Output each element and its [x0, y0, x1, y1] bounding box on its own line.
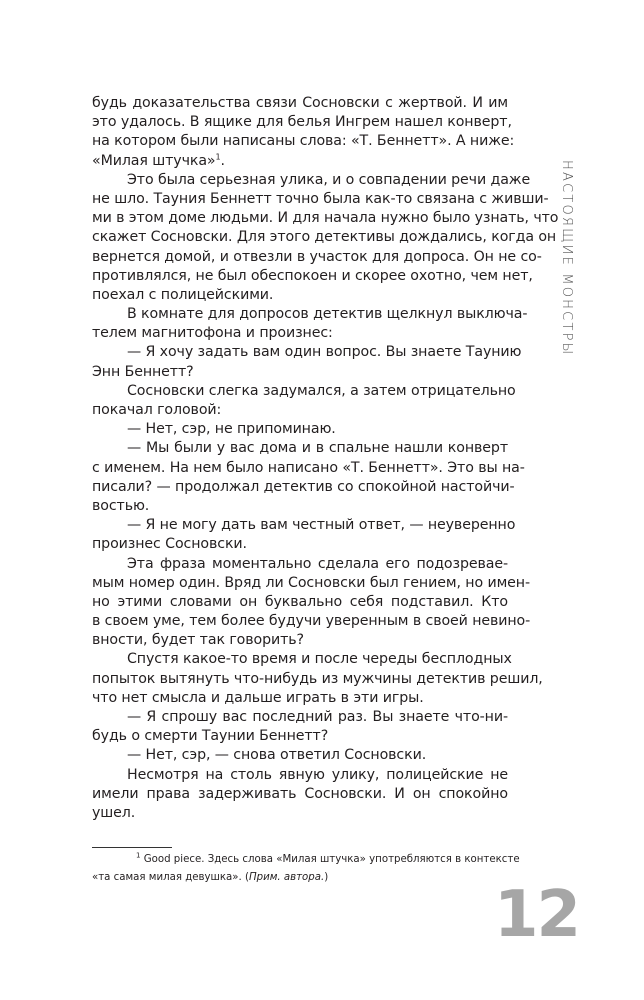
text-line-content: противлялся, не был обеспокоен и скорее охотно, чем нет,	[92, 267, 533, 284]
text-line-content: вернется домой, и отвезли в участок для допроса. Он не со-	[92, 248, 542, 265]
text-line	[92, 420, 508, 439]
text-line-content: — Я не могу дать вам честный ответ, — неуверенно	[127, 517, 516, 534]
footnote-divider	[92, 847, 172, 848]
text-line	[92, 324, 508, 343]
text-line-content: имели права задерживать Сосновски. И он спокойно	[92, 785, 508, 802]
text-line	[92, 171, 531, 190]
text-line	[92, 113, 512, 132]
text-line-content: — Я хочу задать вам один вопрос. Вы знаете Таунию	[127, 344, 522, 361]
text-line-content: это удалось. В ящике для белья Ингрем нашел конверт,	[92, 114, 512, 131]
text-line	[92, 363, 508, 382]
text-line-content: — Мы были у вас дома и в спальне нашли конверт	[127, 440, 508, 457]
text-line	[92, 132, 515, 151]
text-line-content: мым номер один. Вряд ли Сосновски был гением, но имен-	[92, 574, 530, 591]
text-line	[92, 248, 542, 267]
text-line	[92, 535, 508, 554]
text-line-content: — Нет, сэр, не припоминаю.	[127, 421, 336, 438]
text-line-content: Несмотря на столь явную улику, полицейские не	[127, 766, 508, 783]
footnote-text: )	[324, 872, 329, 883]
footnote-line-1	[92, 851, 520, 869]
body-text	[92, 94, 559, 823]
text-line	[92, 343, 522, 362]
text-line-content: писали? — продолжал детектив со спокойной настойчи-	[92, 478, 515, 495]
text-line	[92, 286, 508, 305]
punctuation: .	[220, 152, 225, 169]
text-line	[92, 631, 508, 650]
text-line	[92, 574, 530, 593]
text-line	[92, 382, 516, 401]
text-line	[92, 555, 508, 574]
text-line-content: Это была серьезная улика, и о совпадении речи даже	[127, 171, 531, 188]
text-line-content: телем магнитофона и произнес:	[92, 325, 333, 342]
text-line	[92, 746, 508, 765]
text-line	[92, 689, 508, 708]
text-line	[92, 228, 557, 247]
text-line-content: Спустя какое-то время и после череды бесплодных	[127, 651, 512, 668]
text-line	[92, 804, 508, 823]
footnote-marker: 1	[136, 851, 141, 860]
text-line-content: что нет смысла и дальше играть в эти игры.	[92, 689, 424, 706]
text-line	[92, 497, 508, 516]
text-line	[92, 612, 531, 631]
text-line-content: попыток вытянуть что-нибудь из мужчины детектив решил,	[92, 670, 543, 687]
text-line	[92, 593, 508, 612]
footnote-line-2	[92, 869, 508, 887]
running-header: НАСТОЯЩИЕ МОНСТРЫ	[559, 160, 574, 357]
text-line	[92, 708, 508, 727]
footnote	[92, 851, 520, 887]
text-line-content: с именем. На нем было написано «Т. Беннетт». Это вы на-	[92, 459, 525, 476]
text-line-content: но этими словами он буквально себя подставил. Кто	[92, 593, 508, 610]
text-line	[92, 516, 516, 535]
footnote-text: Good piece. Здесь слова «Милая штучка» употребляются в контексте	[143, 854, 520, 865]
text-line-content: на котором были написаны слова: «Т. Беннетт». А ниже:	[92, 133, 515, 150]
text-line-content: — Нет, сэр, — снова ответил Сосновски.	[127, 747, 427, 764]
text-line-content: Энн Беннетт?	[92, 363, 194, 380]
text-line-content: «Милая штучка»	[92, 152, 216, 169]
text-line	[92, 670, 543, 689]
text-line	[92, 785, 508, 804]
text-line-content: поехал с полицейскими.	[92, 286, 274, 303]
page-number: 12	[494, 878, 580, 952]
text-line-content: Сосновски слегка задумался, а затем отрицательно	[127, 382, 516, 399]
text-line-content: ми в этом доме людьми. И для начала нужно было узнать, что	[92, 210, 559, 227]
text-line	[92, 478, 515, 497]
footnote-author-note: Прим. автора.	[248, 872, 325, 883]
text-line	[92, 766, 508, 785]
text-line-content: Эта фраза моментально сделала его подозревае-	[127, 555, 508, 572]
text-line	[92, 209, 559, 228]
text-line-content: будь о смерти Таунии Беннетт?	[92, 728, 329, 745]
footnote-reference[interactable]: 1	[215, 151, 221, 161]
text-line-content: скажет Сосновски. Для этого детективы дождались, когда он	[92, 229, 557, 246]
text-line-content: в своем уме, тем более будучи уверенным в своей невино-	[92, 613, 531, 630]
text-line	[92, 152, 508, 171]
text-line-content: будь доказательства связи Сосновски с жертвой. И им	[92, 95, 508, 111]
text-line	[92, 401, 508, 420]
text-line	[92, 650, 512, 669]
footnote-text: «та самая милая девушка». (	[92, 872, 249, 883]
text-line	[92, 190, 549, 209]
text-line-content: произнес Сосновски.	[92, 536, 247, 553]
text-line	[92, 439, 508, 458]
text-line-content: ушел.	[92, 804, 136, 821]
text-line	[92, 267, 533, 286]
text-line	[92, 94, 508, 113]
text-line	[92, 459, 525, 478]
text-line	[92, 727, 508, 746]
text-line-content: востью.	[92, 497, 150, 514]
text-line-content: — Я спрошу вас последний раз. Вы знаете что-ни-	[127, 709, 508, 725]
text-line-content: не шло. Тауния Беннетт точно была как-то связана с живши-	[92, 190, 549, 207]
text-line-content: В комнате для допросов детектив щелкнул выключа-	[127, 306, 528, 323]
text-line	[92, 305, 528, 324]
text-line-content: покачал головой:	[92, 402, 222, 418]
text-line-content: вности, будет так говорить?	[92, 632, 304, 649]
